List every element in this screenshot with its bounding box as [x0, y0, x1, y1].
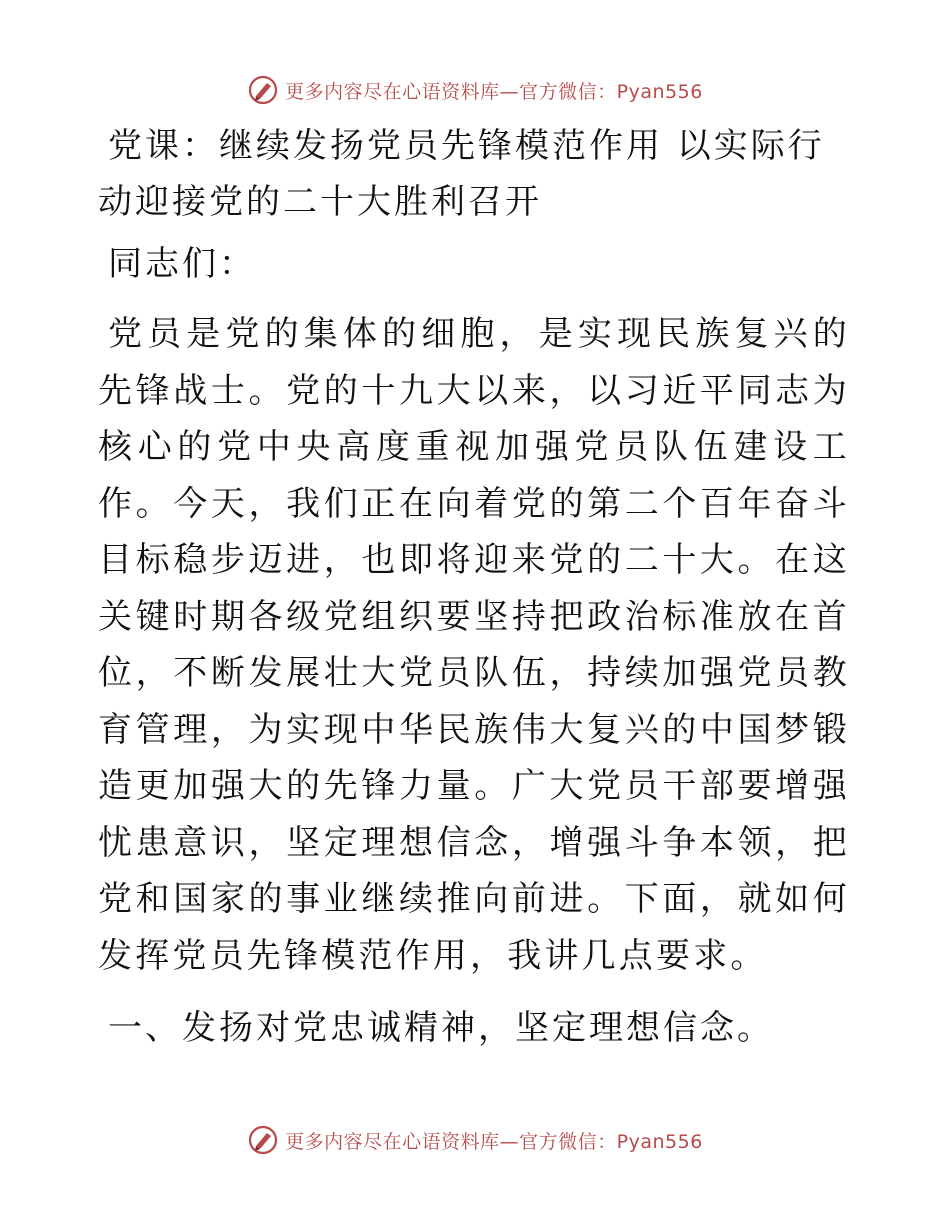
- greeting: 同志们：: [108, 244, 256, 284]
- document-body: [98, 118, 850, 1056]
- pen-logo-icon: [247, 1124, 279, 1156]
- header-watermark: [0, 70, 950, 110]
- watermark-text: 更多内容尽在心语资料库—官方微信：Pyan556: [285, 1130, 703, 1153]
- section-heading: 一、发扬对党忠诚精神，坚定理想信念。: [108, 1008, 774, 1048]
- pen-logo-icon: [247, 74, 279, 106]
- document-title: 党课：继续发扬党员先锋模范作用 以实际行动迎接党的二十大胜利召开: [98, 126, 825, 222]
- watermark-text: 更多内容尽在心语资料库—官方微信：Pyan556: [285, 80, 703, 103]
- footer-watermark: [0, 1120, 950, 1160]
- body-paragraph: 党员是党的集体的细胞，是实现民族复兴的先锋战士。党的十九大以来，以习近平同志为核心的党中央高度重视加强党员队伍建设工作。今天，我们正在向着党的第二个百年奋斗目标稳步迈进，也即将迎来党的二十大。在这关键时期各级党组织要坚持把政治标准放在首位，不断发展壮大党员队伍，持续加强党员教育管理，为实现中华民族伟大复兴的中国梦锻造更加强大的先锋力量。广大党员干部要增强忧患意识，坚定理想信念，增强斗争本领，把党和国家的事业继续推向前进。下面，就如何发挥党员先锋模范作用，我讲几点要求。: [98, 314, 850, 976]
